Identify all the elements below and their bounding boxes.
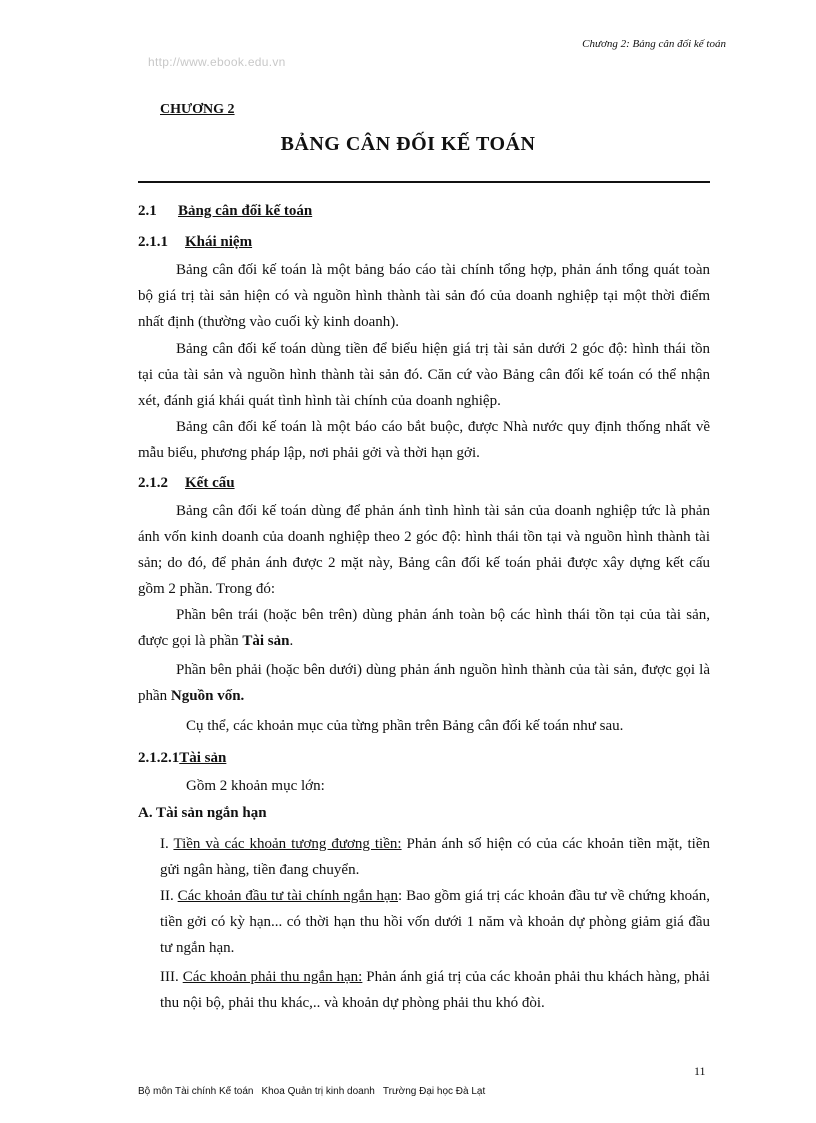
item-text: Phản ánh giá trị của các khoản phải thu khách hàng, phải thu nội bộ, phải thu khác,.. và khoản dự phòng phải thu khó đòi.: [160, 969, 710, 1011]
item-prefix: I.: [160, 836, 174, 852]
paragraph-definition-3: Bảng cân đối kế toán là một báo cáo bắt buộc, được Nhà nước quy định thống nhất về mẫu biểu, phương pháp lập, nơi phải gởi và thời hạn gởi.: [138, 419, 710, 461]
item-text: : Bao gồm giá trị các khoản đầu tư về chứng khoán, tiền gởi có kỳ hạn... có thời hạn thu hồi vốn dưới 1 năm và khoản dự phòng giảm giá đầu tư ngắn hạn.: [160, 888, 710, 956]
term-capital: Nguồn vốn.: [170, 688, 245, 704]
section-heading-2-1: [138, 203, 312, 220]
paragraph-definition-2: Bảng cân đối kế toán dùng tiền để biểu hiện giá trị tài sản dưới 2 góc độ: hình thái tồn tại của tài sản và nguồn hình thành tài sản đó. Căn cứ vào Bảng cân đối kế toán có thể nhận xét, đánh giá khái quát tình hình tài chính của doanh nghiệp.: [138, 341, 710, 409]
list-item: [160, 964, 710, 1016]
list-item: [160, 883, 710, 961]
group-heading-short-term-assets: A. Tài sản ngắn hạn: [138, 805, 267, 821]
item-title: Tiền và các khoản tương đương tiền:: [173, 836, 402, 852]
item-title: Các khoản đầu tư tài chính ngắn hạn: [177, 888, 398, 904]
page-footer: [138, 1086, 493, 1097]
section-number: 2.1.1: [138, 234, 168, 250]
list-item: [160, 831, 710, 883]
text-run: Phần bên phải (hoặc bên dưới) dùng phản ánh nguồn hình thành của tài sản, được gọi là phần: [138, 662, 710, 704]
page-number: 11: [694, 1064, 706, 1078]
item-text: Phản ánh số hiện có của các khoản tiền mặt, tiền gửi ngân hàng, tiền đang chuyển.: [160, 836, 711, 878]
paragraph-items-intro: Cụ thể, các khoản mục của từng phần trên Bảng cân đối kế toán như sau.: [186, 718, 624, 734]
paragraph-structure-assets: [138, 602, 710, 654]
section-heading-2-1-2: [138, 475, 235, 492]
item-prefix: III.: [160, 969, 183, 985]
section-title: Kết cấu: [185, 475, 235, 491]
section-number: 2.1.2: [138, 475, 168, 491]
chapter-title: BẢNG CÂN ĐỐI KẾ TOÁN: [280, 133, 536, 155]
section-number: 2.1.2.1: [138, 750, 180, 766]
section-number: 2.1: [138, 203, 157, 219]
paragraph-structure-1: Bảng cân đối kế toán dùng để phản ánh tình hình tài sản của doanh nghiệp tức là phản ánh vốn kinh doanh của doanh nghiệp theo 2 góc độ: hình thái tồn tại và nguồn hình thành tài sản; do đó, để phản ánh được 2 mặt này, Bảng cân đối kế toán phải được xây dựng kết cấu gồm 2 phần. Trong đó:: [138, 503, 710, 597]
item-title: Các khoản phải thu ngắn hạn:: [182, 969, 363, 985]
section-title: Bảng cân đối kế toán: [178, 203, 313, 219]
term-assets: Tài sản: [242, 633, 290, 649]
text-run: Phần bên trái (hoặc bên trên) dùng phản ánh toàn bộ các hình thái tồn tại của tài sản, được gọi là phần: [138, 607, 710, 649]
paragraph-structure-capital: [138, 657, 710, 709]
paragraph-definition-1: Bảng cân đối kế toán là một bảng báo cáo tài chính tổng hợp, phản ánh tổng quát toàn bộ giá trị tài sản hiện có và nguồn hình thành tài sản đó của doanh nghiệp tại một thời điểm nhất định (thường vào cuối kỳ kinh doanh).: [138, 262, 710, 330]
text-run: .: [289, 633, 294, 649]
section-title: Tài sản: [179, 750, 227, 766]
section-title: Khái niệm: [185, 234, 253, 250]
footer-department: Bộ môn Tài chính Kế toán: [138, 1086, 254, 1097]
watermark-url: http://www.ebook.edu.vn: [148, 55, 286, 69]
chapter-label: CHƯƠNG 2: [160, 102, 235, 117]
running-header: Chương 2: Bảng cân đối kế toán: [582, 38, 726, 50]
title-divider: [138, 181, 710, 183]
paragraph-assets-intro: Gồm 2 khoản mục lớn:: [186, 778, 325, 794]
footer-university: Trường Đại học Đà Lạt: [382, 1086, 486, 1097]
section-heading-2-1-1: [138, 234, 252, 251]
item-prefix: II.: [160, 888, 178, 904]
footer-faculty: Khoa Quản trị kinh doanh: [261, 1086, 375, 1097]
section-heading-2-1-2-1: [138, 750, 226, 767]
